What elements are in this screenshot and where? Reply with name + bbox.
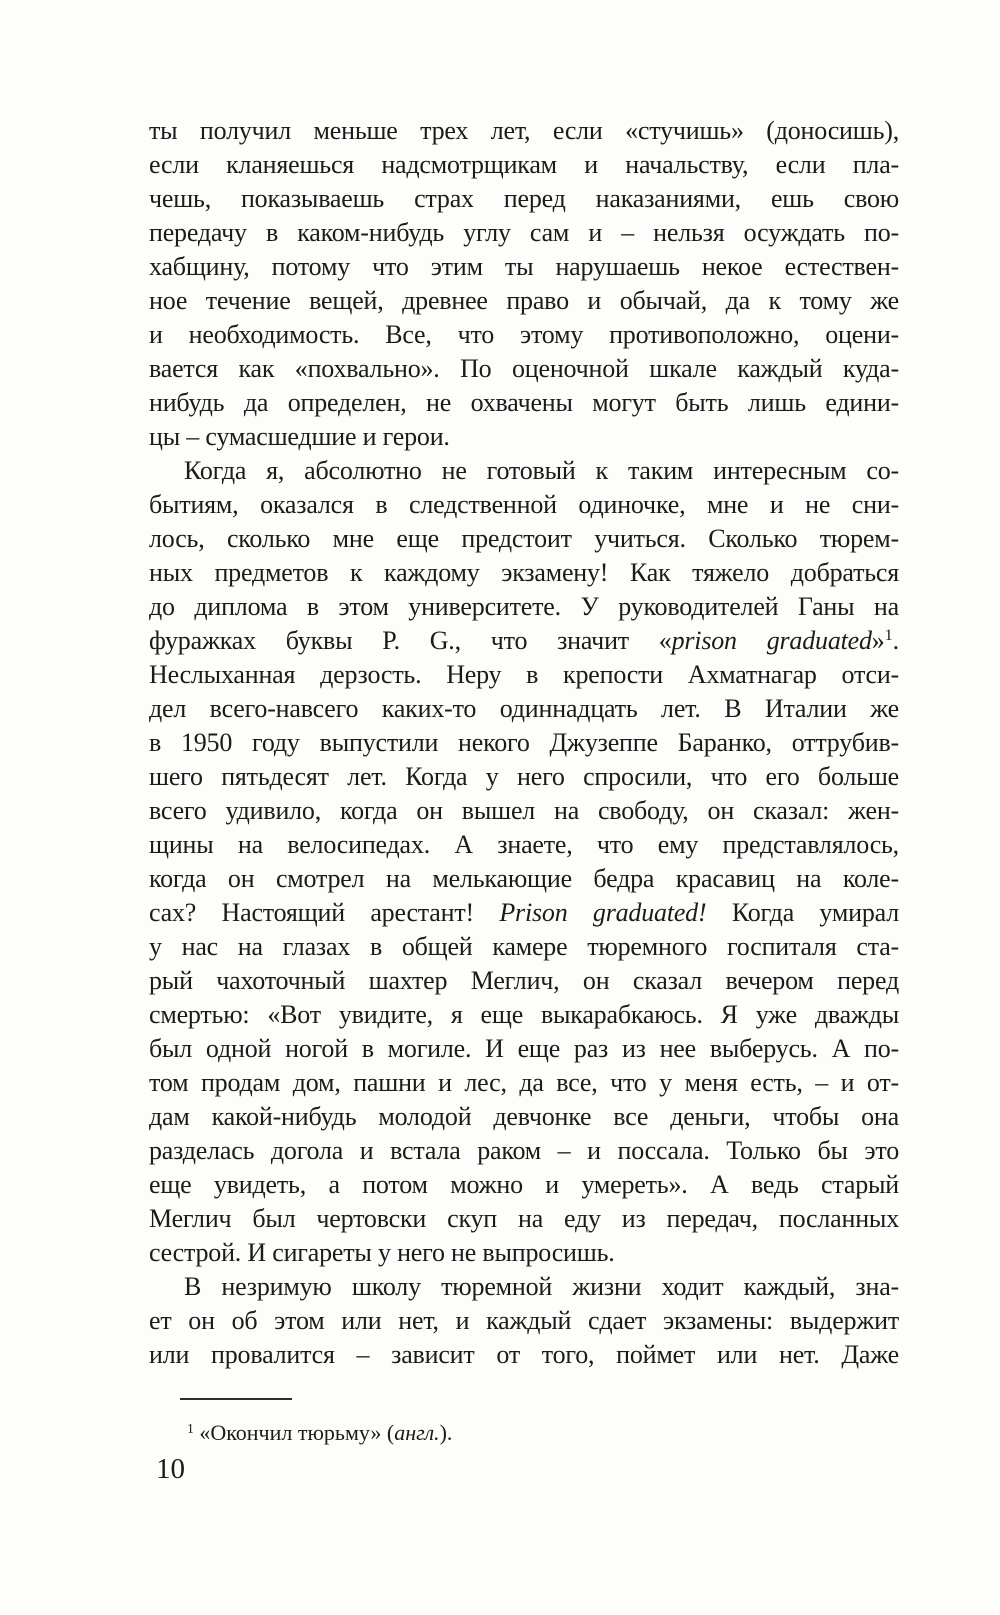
text-segment: хабщину, потому что этим ты нарушаешь некое естествен- — [149, 252, 899, 281]
text-line — [149, 216, 899, 250]
text-line — [149, 590, 899, 624]
text-line — [149, 420, 899, 454]
text-segment: дам какой-нибудь молодой девчонке все деньги, чтобы она — [149, 1102, 899, 1131]
text-line — [149, 658, 899, 692]
text-segment: ных предметов к каждому экзамену! Как тяжело добраться — [149, 558, 899, 587]
text-line — [149, 624, 899, 658]
text-line — [149, 318, 899, 352]
text-segment: шего пятьдесят лет. Когда у него спросили, что его больше — [149, 762, 899, 791]
text-segment: лось, сколько мне еще предстоит учиться. Сколько тюрем- — [149, 524, 899, 553]
text-segment: у нас на глазах в общей камере тюремного госпиталя ста- — [149, 932, 899, 961]
footnote-marker: 1 — [187, 1420, 194, 1436]
text-segment: нибудь да определен, не охвачены могут быть лишь едини- — [149, 388, 899, 417]
text-block — [149, 114, 899, 1372]
text-segment: сах? Настоящий арестант! — [149, 898, 500, 927]
text-segment: Меглич был чертовски скуп на еду из передач, посланных — [149, 1204, 899, 1233]
text-segment: сестрой. И сигареты у него не выпросишь. — [149, 1238, 615, 1267]
text-line — [149, 1134, 899, 1168]
text-line — [149, 1168, 899, 1202]
text-line — [149, 1270, 899, 1304]
text-segment: цы – сумасшедшие и герои. — [149, 422, 450, 451]
text-segment: разделась догола и встала раком – и поссала. Только бы это — [149, 1136, 899, 1165]
text-segment: дел всего-навсего каких-то одиннадцать лет. В Италии же — [149, 694, 899, 723]
text-segment: В незримую школу тюремной жизни ходит каждый, зна- — [184, 1272, 899, 1301]
italic-text: prison graduated — [671, 626, 872, 655]
text-segment: смертью: «Вот увидите, я еще выкарабкаюсь. Я уже дважды — [149, 1000, 899, 1029]
footnote-marker: 1 — [884, 627, 893, 645]
footnote — [149, 1418, 899, 1448]
text-segment: еще увидеть, а потом можно и умереть». А ведь старый — [149, 1170, 899, 1199]
text-line — [149, 862, 899, 896]
text-segment: щины на велосипедах. А знаете, что ему представлялось, — [149, 830, 899, 859]
text-segment: в 1950 году выпустили некого Джузеппе Баранко, оттрубив- — [149, 728, 899, 757]
text-segment: передачу в каком-нибудь углу сам и – нельзя осуждать по- — [149, 218, 899, 247]
text-segment: ет он об этом или нет, и каждый сдает экзамены: выдержит — [149, 1306, 899, 1335]
text-segment: ты получил меньше трех лет, если «стучишь» (доносишь), — [149, 116, 899, 145]
text-segment: и необходимость. Все, что этому противоположно, оцени- — [149, 320, 899, 349]
text-line — [149, 1032, 899, 1066]
text-line — [149, 454, 899, 488]
text-line — [149, 692, 899, 726]
text-line — [149, 1236, 899, 1270]
text-line — [149, 760, 899, 794]
text-segment: «Окончил тюрьму» ( — [193, 1420, 395, 1445]
text-segment: Когда я, абсолютно не готовый к таким интересным со- — [184, 456, 899, 485]
text-line — [149, 794, 899, 828]
text-line — [149, 930, 899, 964]
text-line — [149, 964, 899, 998]
text-segment: рый чахоточный шахтер Меглич, он сказал вечером перед — [149, 966, 899, 995]
text-segment: вается как «похвально». По оценочной шкале каждый куда- — [149, 354, 899, 383]
italic-text: Prison graduated! — [499, 898, 707, 927]
text-line — [149, 828, 899, 862]
text-line — [149, 1100, 899, 1134]
text-line — [149, 250, 899, 284]
text-line — [149, 114, 899, 148]
text-segment: всего удивило, когда он вышел на свободу, он сказал: жен- — [149, 796, 899, 825]
text-segment: . — [892, 626, 899, 655]
text-segment: фуражках буквы P. G., что значит « — [149, 626, 672, 655]
text-segment: том продам дом, пашни и лес, да все, что у меня есть, – и от- — [149, 1068, 899, 1097]
text-line — [149, 1304, 899, 1338]
footnote-rule — [180, 1398, 292, 1400]
text-line — [149, 726, 899, 760]
text-line — [149, 386, 899, 420]
text-segment: » — [871, 626, 885, 655]
text-line — [149, 998, 899, 1032]
text-segment: если кланяешься надсмотрщикам и начальству, если пла- — [149, 150, 899, 179]
text-line — [149, 352, 899, 386]
italic-text: англ. — [394, 1420, 440, 1445]
text-segment: ное течение вещей, древнее право и обычай, да к тому же — [149, 286, 899, 315]
text-segment: Когда умирал — [706, 898, 899, 927]
text-line — [149, 896, 899, 930]
text-segment: чешь, показываешь страх перед наказаниями, ешь свою — [149, 184, 899, 213]
text-segment: или провалится – зависит от того, поймет или нет. Даже — [149, 1340, 899, 1369]
text-line — [149, 284, 899, 318]
text-line — [149, 1338, 899, 1372]
text-line — [149, 556, 899, 590]
text-segment: был одной ногой в могиле. И еще раз из нее выберусь. А по- — [149, 1034, 899, 1063]
text-line — [149, 1066, 899, 1100]
page-number: 10 — [156, 1453, 185, 1485]
text-segment: бытиям, оказался в следственной одиночке, мне и не сни- — [149, 490, 899, 519]
text-line — [149, 1202, 899, 1236]
text-line — [149, 488, 899, 522]
text-line — [149, 522, 899, 556]
text-segment: когда он смотрел на мелькающие бедра красавиц на коле- — [149, 864, 899, 893]
text-segment: до диплома в этом университете. У руководителей Ганы на — [149, 592, 899, 621]
text-line — [149, 182, 899, 216]
text-segment: ). — [439, 1420, 453, 1445]
text-line — [149, 148, 899, 182]
text-segment: Неслыханная дерзость. Неру в крепости Ахматнагар отси- — [149, 660, 899, 689]
